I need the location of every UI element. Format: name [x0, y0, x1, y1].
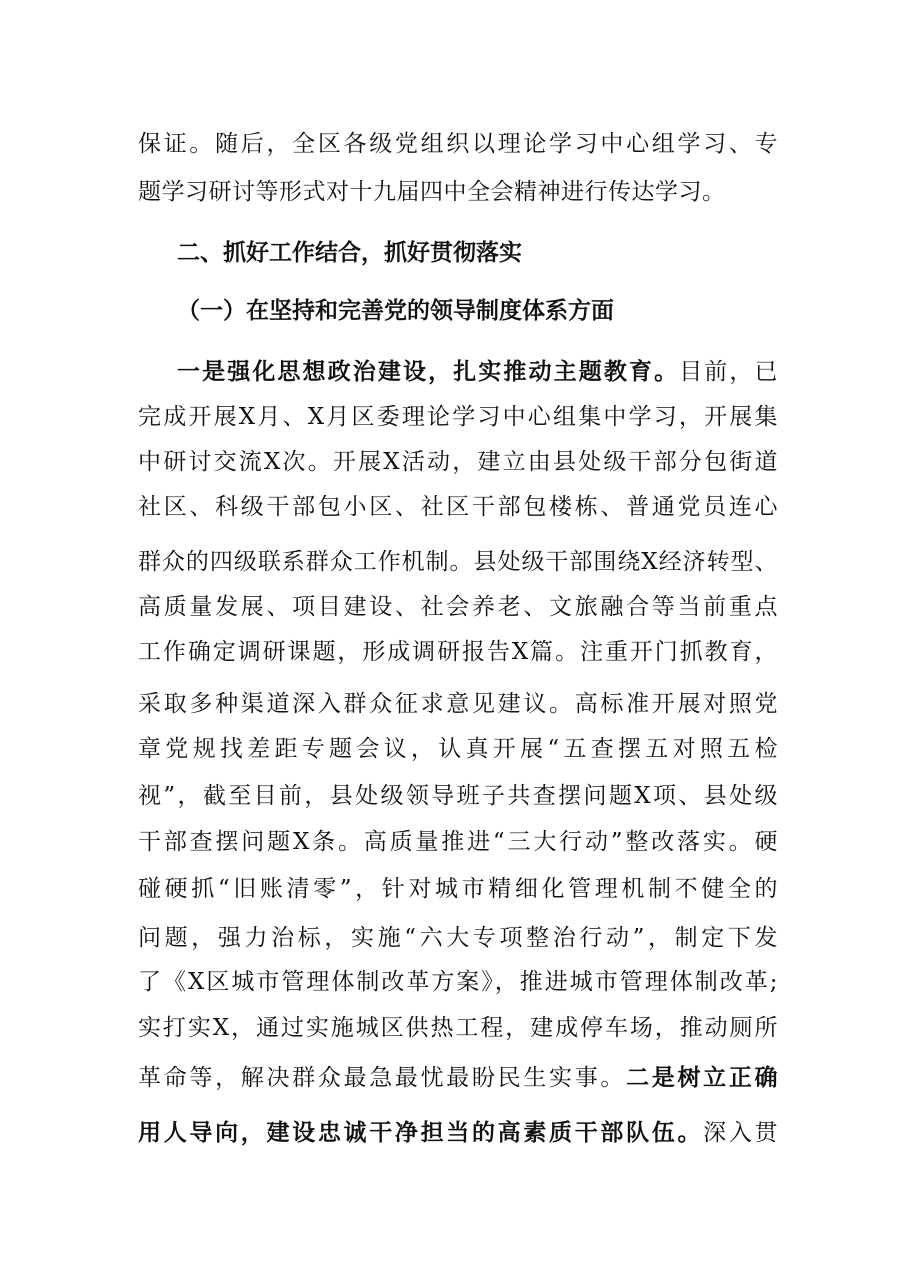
sentence-text: 革命等，解决群众最急最忧最盼民生实事。	[138, 1065, 627, 1091]
paragraph-line: 高质量发展、项目建设、社会养老、文旅融合等当前重点	[138, 594, 778, 620]
paragraph-line: 视”，截至目前，县处级领导班子共查摆问题X项、县处级	[138, 783, 778, 809]
paragraph-line: 工作确定调研课题，形成调研报告X篇。注重开门抓教育，	[138, 639, 778, 665]
paragraph-line: 了《X区城市管理体制改革方案》，推进城市管理体制改革;	[138, 969, 778, 995]
paragraph-line: 章党规找差距专题会议，认真开展“五查摆五对照五检	[138, 736, 778, 762]
section-heading: 二、抓好工作结合，抓好贯彻落实	[177, 240, 522, 266]
paragraph-line: 群众的四级联系群众工作机制。县处级干部围绕X经济转型、	[138, 549, 778, 575]
paragraph-line: 问题，强力治标，实施“六大专项整治行动”，制定下发	[138, 925, 778, 951]
paragraph-line: 完成开展X月、X月区委理论学习中心组集中学习，开展集	[138, 404, 778, 430]
sentence-text: 目前，已	[679, 359, 779, 385]
paragraph-line: 题学习研讨等形式对十九届四中全会精神进行传达学习。	[138, 179, 726, 205]
paragraph-line: 碰硬抓“旧账清零”，针对城市精细化管理机制不健全的	[138, 876, 778, 902]
paragraph-line: 采取多种渠道深入群众征求意见建议。高标准开展对照党	[138, 691, 778, 717]
bold-lead-sentence: 一是强化思想政治建设，扎实推动主题教育。	[177, 359, 680, 385]
sentence-text: 深入贯	[703, 1120, 778, 1146]
paragraph-line: 中研讨交流X次。开展X活动，建立由县处级干部分包街道	[138, 449, 778, 475]
paragraph-line: 干部查摆问题X条。高质量推进“三大行动”整改落实。硬	[138, 829, 778, 855]
bold-lead-sentence: 二是树立正确	[626, 1065, 778, 1091]
paragraph-line: 实打实X，通过实施城区供热工程，建成停车场，推动厕所	[138, 1015, 778, 1041]
paragraph-line: 保证。随后，全区各级党组织以理论学习中心组学习、专	[138, 131, 778, 157]
paragraph-line: 社区、科级干部包小区、社区干部包楼栋、普通党员连心	[138, 494, 778, 520]
paragraph-line	[138, 1058, 778, 1098]
bold-lead-sentence: 用人导向，建设忠诚干净担当的高素质干部队伍。	[138, 1120, 704, 1146]
subsection-heading: （一）在坚持和完善党的领导制度体系方面	[177, 298, 614, 324]
paragraph-line	[177, 352, 778, 392]
paragraph-line	[138, 1113, 778, 1153]
